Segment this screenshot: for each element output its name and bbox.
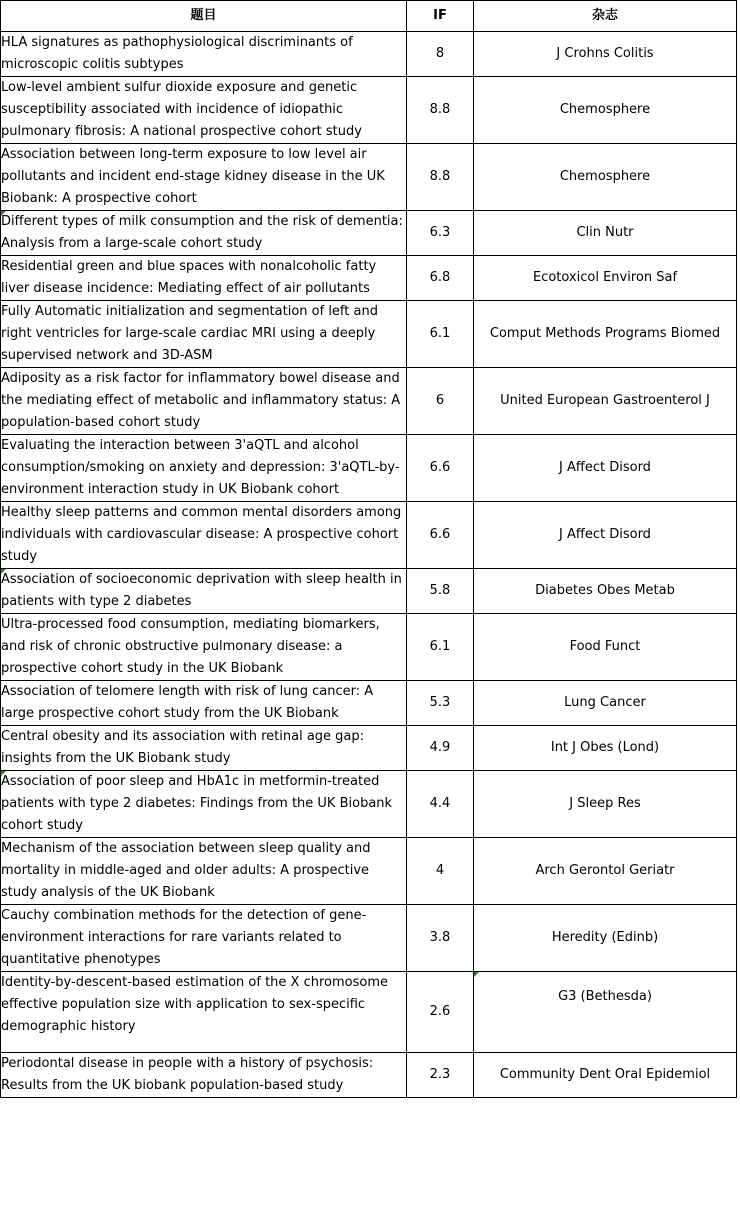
- journal-cell[interactable]: [474, 972, 737, 1053]
- title-cell[interactable]: [1, 211, 407, 256]
- table-row: [1, 614, 737, 681]
- journal-cell[interactable]: United European Gastroenterol J: [474, 368, 737, 435]
- table-row: [1, 905, 737, 972]
- journal-text: G3 (Bethesda): [558, 989, 652, 1004]
- journal-cell[interactable]: J Affect Disord: [474, 435, 737, 502]
- table-row: [1, 77, 737, 144]
- title-cell[interactable]: HLA signatures as pathophysiological discriminants of microscopic colitis subtypes: [1, 32, 407, 77]
- title-cell[interactable]: [1, 771, 407, 838]
- title-cell[interactable]: Low-level ambient sulfur dioxide exposure and genetic susceptibility associated with incidence of idiopathic pulmonary fibrosis: A national prospective cohort study: [1, 77, 407, 144]
- table-row: [1, 144, 737, 211]
- journal-cell[interactable]: Chemosphere: [474, 144, 737, 211]
- title-cell[interactable]: Healthy sleep patterns and common mental disorders among individuals with cardiovascular disease: A prospective cohort study: [1, 502, 407, 569]
- title-cell[interactable]: Identity-by-descent-based estimation of the X chromosome effective population size with application to sex-specific demographic history: [1, 972, 407, 1053]
- title-cell[interactable]: Ultra-processed food consumption, mediating biomarkers, and risk of chronic obstructive pulmonary disease: a prospective cohort study in the UK Biobank: [1, 614, 407, 681]
- table-row: [1, 301, 737, 368]
- title-cell[interactable]: Fully Automatic initialization and segmentation of left and right ventricles for large-scale cardiac MRI using a deeply supervised network and 3D-ASM: [1, 301, 407, 368]
- if-cell[interactable]: 8: [407, 32, 474, 77]
- journal-cell[interactable]: J Sleep Res: [474, 771, 737, 838]
- if-cell[interactable]: 4: [407, 838, 474, 905]
- if-cell[interactable]: 6.8: [407, 256, 474, 301]
- if-cell[interactable]: 3.8: [407, 905, 474, 972]
- if-cell[interactable]: 6.1: [407, 614, 474, 681]
- title-cell[interactable]: Cauchy combination methods for the detection of gene-environment interactions for rare variants related to quantitative phenotypes: [1, 905, 407, 972]
- journal-cell[interactable]: J Crohns Colitis: [474, 32, 737, 77]
- table-row: [1, 256, 737, 301]
- journal-cell[interactable]: Diabetes Obes Metab: [474, 569, 737, 614]
- if-cell[interactable]: 5.3: [407, 681, 474, 726]
- title-text: Association of poor sleep and HbA1c in metformin-treated patients with type 2 diabetes: Findings from the UK Biobank cohort study: [1, 774, 393, 833]
- journal-cell[interactable]: Clin Nutr: [474, 211, 737, 256]
- title-cell[interactable]: Residential green and blue spaces with nonalcoholic fatty liver disease incidence: Mediating effect of air pollutants: [1, 256, 407, 301]
- journal-cell[interactable]: Comput Methods Programs Biomed: [474, 301, 737, 368]
- table-row: [1, 569, 737, 614]
- title-cell[interactable]: Central obesity and its association with retinal age gap: insights from the UK Biobank study: [1, 726, 407, 771]
- title-cell[interactable]: Periodontal disease in people with a history of psychosis: Results from the UK biobank population-based study: [1, 1053, 407, 1098]
- journal-cell[interactable]: Ecotoxicol Environ Saf: [474, 256, 737, 301]
- journal-cell[interactable]: Food Funct: [474, 614, 737, 681]
- if-cell[interactable]: 4.9: [407, 726, 474, 771]
- if-cell[interactable]: 8.8: [407, 77, 474, 144]
- if-cell[interactable]: 6.3: [407, 211, 474, 256]
- journal-cell[interactable]: Chemosphere: [474, 77, 737, 144]
- header-row: [1, 1, 737, 32]
- title-cell[interactable]: Adiposity as a risk factor for inflammatory bowel disease and the mediating effect of metabolic and inflammatory status: A population-based cohort study: [1, 368, 407, 435]
- journal-cell[interactable]: Lung Cancer: [474, 681, 737, 726]
- journal-cell[interactable]: Int J Obes (Lond): [474, 726, 737, 771]
- journal-cell[interactable]: Heredity (Edinb): [474, 905, 737, 972]
- table-row: [1, 726, 737, 771]
- table-row: [1, 32, 737, 77]
- title-cell[interactable]: Association of telomere length with risk of lung cancer: A large prospective cohort study from the UK Biobank: [1, 681, 407, 726]
- header-if[interactable]: IF: [407, 1, 474, 32]
- title-cell[interactable]: Evaluating the interaction between 3'aQTL and alcohol consumption/smoking on anxiety and depression: 3'aQTL-by-environment interaction study in UK Biobank cohort: [1, 435, 407, 502]
- title-cell[interactable]: Mechanism of the association between sleep quality and mortality in middle-aged and older adults: A prospective study analysis of the UK Biobank: [1, 838, 407, 905]
- if-cell[interactable]: 2.3: [407, 1053, 474, 1098]
- if-cell[interactable]: 4.4: [407, 771, 474, 838]
- if-cell[interactable]: 6.6: [407, 502, 474, 569]
- journal-cell[interactable]: Community Dent Oral Epidemiol: [474, 1053, 737, 1098]
- title-text: Different types of milk consumption and the risk of dementia: Analysis from a large-scale cohort study: [1, 214, 403, 251]
- table-row: [1, 435, 737, 502]
- title-text: Association of socioeconomic deprivation with sleep health in patients with type 2 diabetes: [1, 572, 402, 609]
- table-row: [1, 211, 737, 256]
- journal-cell[interactable]: J Affect Disord: [474, 502, 737, 569]
- table-row: [1, 502, 737, 569]
- if-cell[interactable]: 2.6: [407, 972, 474, 1053]
- table-row: [1, 681, 737, 726]
- header-journal[interactable]: 杂志: [474, 1, 737, 32]
- table-row: [1, 1053, 737, 1098]
- table-row: [1, 838, 737, 905]
- table-row: [1, 368, 737, 435]
- table-row: [1, 771, 737, 838]
- title-cell[interactable]: [1, 569, 407, 614]
- if-cell[interactable]: 6.1: [407, 301, 474, 368]
- table-row: [1, 972, 737, 1053]
- title-cell[interactable]: Association between long-term exposure to low level air pollutants and incident end-stage kidney disease in the UK Biobank: A prospective cohort: [1, 144, 407, 211]
- journal-cell[interactable]: Arch Gerontol Geriatr: [474, 838, 737, 905]
- header-title[interactable]: 题目: [1, 1, 407, 32]
- if-cell[interactable]: 6.6: [407, 435, 474, 502]
- if-cell[interactable]: 8.8: [407, 144, 474, 211]
- if-cell[interactable]: 6: [407, 368, 474, 435]
- if-cell[interactable]: 5.8: [407, 569, 474, 614]
